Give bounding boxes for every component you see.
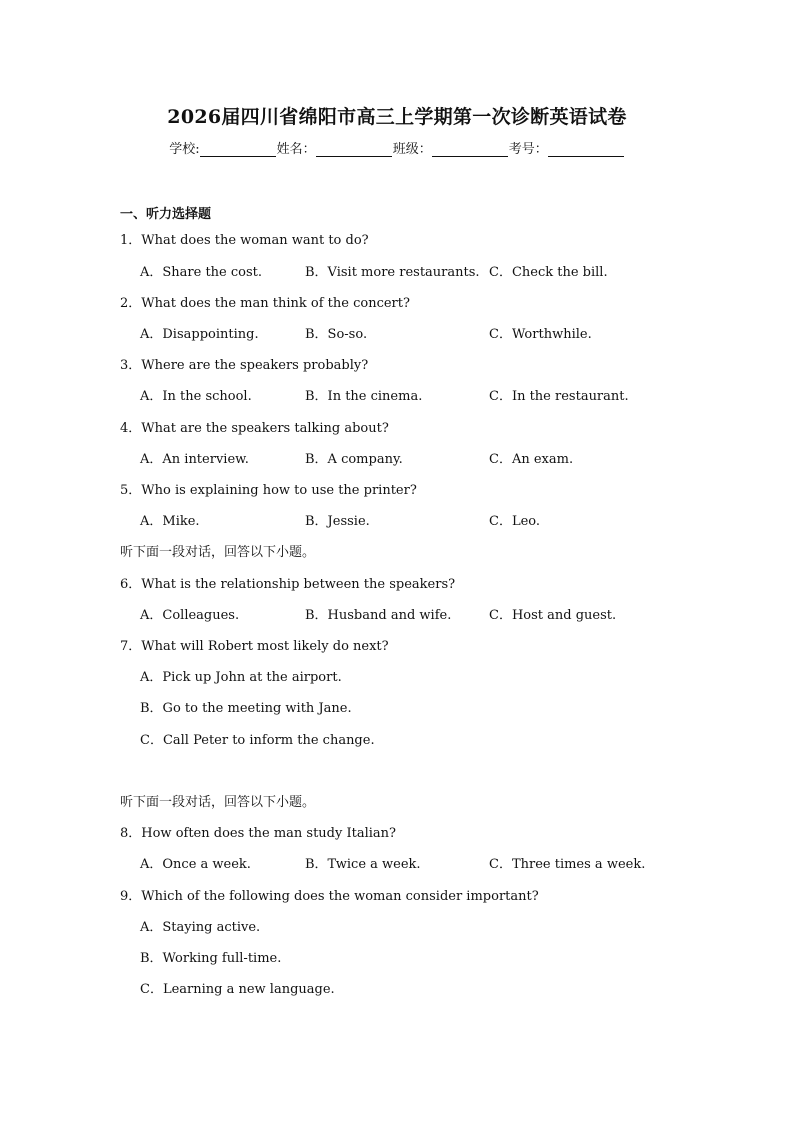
exam-number-blank[interactable] (548, 142, 624, 157)
question-5-stem: 5．Who is explaining how to use the printer? (120, 483, 417, 498)
question-6-option-a: A．Colleagues. (140, 608, 240, 623)
question-2-option-b: B．So-so. (305, 327, 368, 342)
question-9-option-c: C．Learning a new language. (140, 982, 335, 997)
question-5-option-c: C．Leo. (489, 514, 541, 529)
question-5-option-a: A．Mike. (140, 514, 200, 529)
question-2-option-c: C．Worthwhile. (489, 327, 592, 342)
listening-instruction-1: 听下面一段对话，回答以下小题。 (120, 545, 316, 560)
question-4-stem: 4．What are the speakers talking about? (120, 421, 389, 436)
question-9-option-b: B．Working full-time. (140, 951, 282, 966)
question-7-stem: 7．What will Robert most likely do next? (120, 639, 389, 654)
question-8-stem: 8．How often does the man study Italian? (120, 826, 396, 841)
school-blank[interactable] (200, 142, 276, 157)
question-6-option-c: C．Host and guest. (489, 608, 617, 623)
listening-instruction-2: 听下面一段对话，回答以下小题。 (120, 795, 316, 810)
question-4-option-a: A．An interview. (140, 452, 249, 467)
question-6-stem: 6．What is the relationship between the speakers? (120, 577, 456, 592)
exam-number-label: 考号： (508, 142, 548, 157)
question-4-option-c: C．An exam. (489, 452, 574, 467)
class-label: 班级： (392, 142, 432, 157)
question-3-stem: 3．Where are the speakers probably? (120, 358, 369, 373)
name-blank[interactable] (316, 142, 392, 157)
class-blank[interactable] (432, 142, 508, 157)
student-info-line (0, 138, 794, 157)
page-title: 2026届四川省绵阳市高三上学期第一次诊断英语试卷 (167, 106, 627, 128)
question-7-option-c: C．Call Peter to inform the change. (140, 733, 375, 748)
question-3-option-b: B．In the cinema. (305, 389, 423, 404)
question-9-option-a: A．Staying active. (140, 920, 261, 935)
question-7-option-b: B．Go to the meeting with Jane. (140, 701, 352, 716)
question-2-option-a: A．Disappointing. (140, 327, 259, 342)
question-3-option-a: A．In the school. (140, 389, 252, 404)
name-label: 姓名： (276, 142, 316, 157)
question-1-option-c: C．Check the bill. (489, 265, 608, 280)
question-1-option-a: A．Share the cost. (140, 265, 263, 280)
section-heading: 一、听力选择题 (120, 207, 212, 222)
question-8-option-a: A．Once a week. (140, 857, 251, 872)
question-1-stem: 1．What does the woman want to do? (120, 233, 369, 248)
question-7-option-a: A．Pick up John at the airport. (140, 670, 342, 685)
question-8-option-b: B．Twice a week. (305, 857, 421, 872)
question-2-stem: 2．What does the man think of the concert? (120, 296, 410, 311)
question-3-option-c: C．In the restaurant. (489, 389, 629, 404)
question-5-option-b: B．Jessie. (305, 514, 370, 529)
question-8-option-c: C．Three times a week. (489, 857, 646, 872)
school-label: 学校: (169, 142, 200, 157)
question-9-stem: 9．Which of the following does the woman consider important? (120, 889, 539, 904)
question-4-option-b: B．A company. (305, 452, 403, 467)
question-6-option-b: B．Husband and wife. (305, 608, 452, 623)
question-1-option-b: B．Visit more restaurants. (305, 265, 480, 280)
